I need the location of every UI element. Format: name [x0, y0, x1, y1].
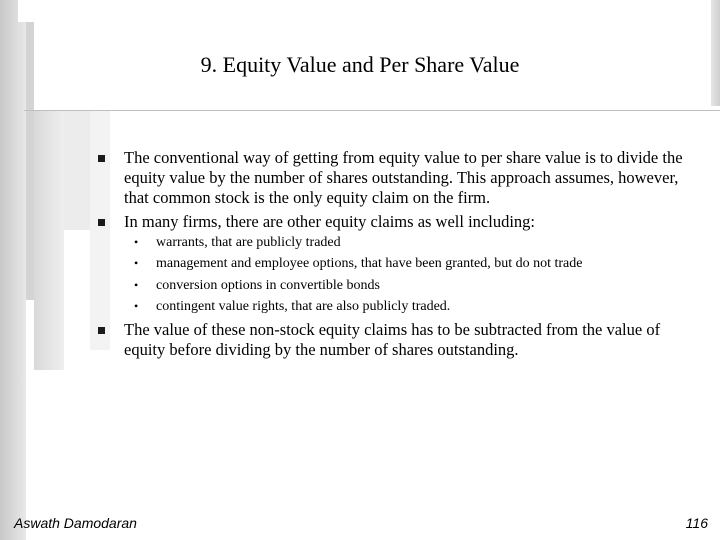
- square-bullet-icon: [98, 219, 105, 226]
- bullet-item: [124, 148, 699, 208]
- square-bullet-icon: [98, 155, 105, 162]
- footer-author: Aswath Damodaran: [14, 515, 137, 531]
- bullet-text: The conventional way of getting from equity value to per share value is to divide the equity value by the number of shares outstanding. This approach assumes, however, that common stock is the only equity claim on the firm.: [124, 148, 683, 207]
- dot-bullet-icon: •: [134, 278, 139, 292]
- page-number: 116: [685, 515, 708, 531]
- dot-bullet-icon: •: [134, 256, 139, 270]
- decorative-bar: [90, 110, 110, 350]
- sub-bullet-text: contingent value rights, that are also publicly traded.: [156, 299, 451, 314]
- sub-bullet-item: [134, 232, 341, 254]
- title-divider: [24, 110, 720, 111]
- bullet-text: In many firms, there are other equity claims as well including:: [124, 212, 536, 231]
- square-bullet-icon: [98, 327, 105, 334]
- decorative-bar: [0, 0, 26, 540]
- sub-bullet-item: [134, 275, 380, 297]
- decorative-bar: [18, 0, 42, 22]
- decorative-bar: [34, 110, 64, 370]
- slide-title: 9. Equity Value and Per Share Value: [200, 52, 520, 77]
- bullet-item: [124, 320, 699, 360]
- sub-bullet-text: conversion options in convertible bonds: [156, 278, 380, 293]
- sub-bullet-item: [134, 253, 583, 275]
- decorative-bar: [64, 110, 90, 230]
- dot-bullet-icon: •: [134, 299, 139, 313]
- sub-bullet-text: warrants, that are publicly traded: [156, 235, 341, 250]
- decorative-bar: [26, 0, 34, 300]
- bullet-text: The value of these non-stock equity claims has to be subtracted from the value of equity before dividing by the number of shares outstanding.: [124, 320, 661, 359]
- bullet-item: [124, 212, 699, 232]
- sub-bullet-item: [134, 296, 451, 318]
- dot-bullet-icon: •: [134, 235, 139, 249]
- sub-bullet-text: management and employee options, that have been granted, but do not trade: [156, 256, 583, 271]
